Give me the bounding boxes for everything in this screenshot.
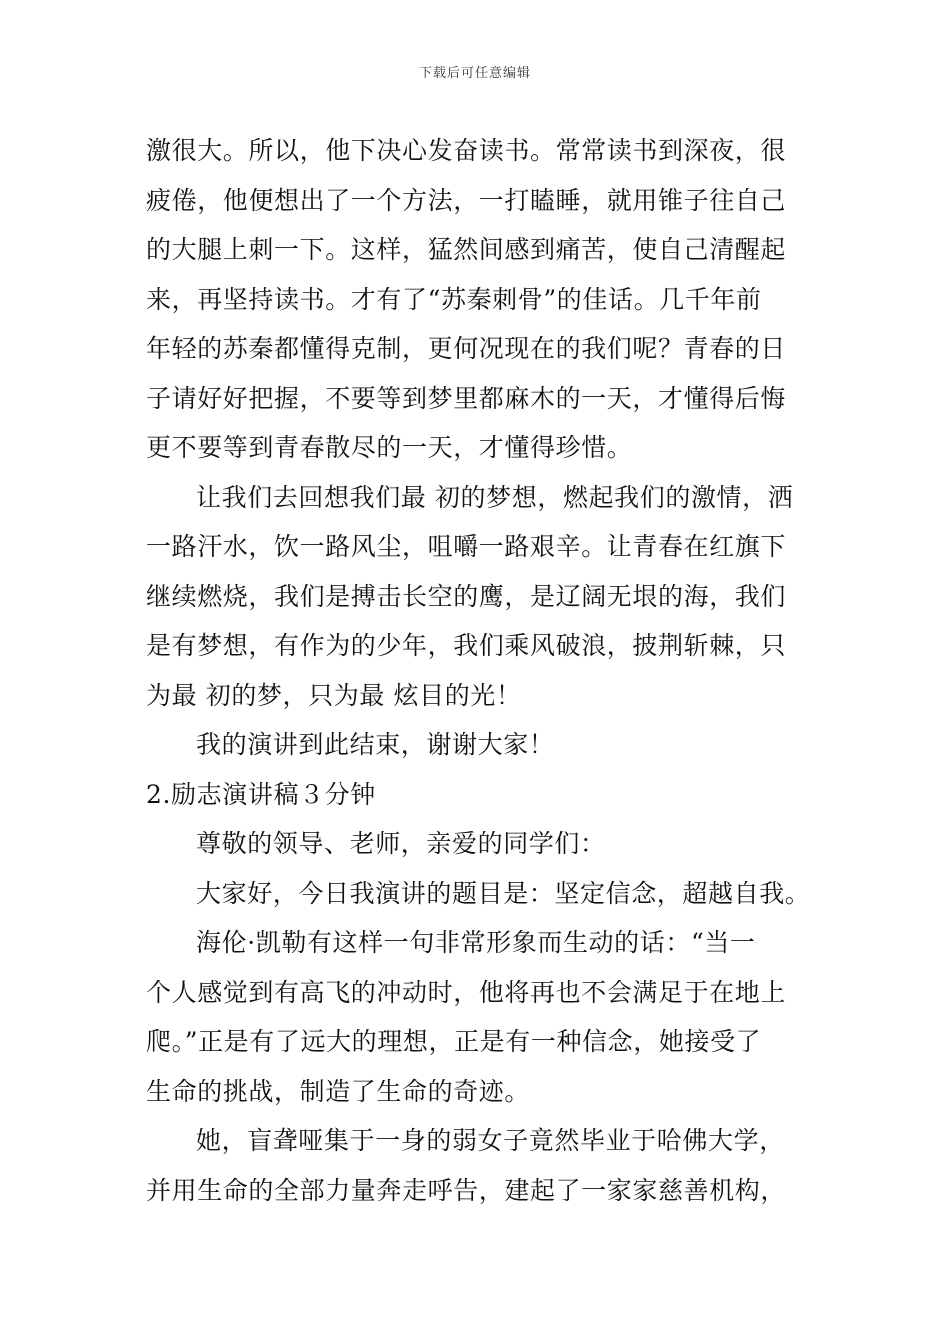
text-line: 并用生命的全部力量奔走呼告，建起了一家家慈善机构， <box>146 1175 787 1205</box>
text-line: 激很大。所以，他下决心发奋读书。常常读书到深夜，很 <box>146 136 787 165</box>
paragraph-start-line: 让我们去回想我们最 初的梦想，燃起我们的激情，洒 <box>196 482 794 512</box>
text-line: 个人感觉到有高飞的冲动时，他将再也不会满足于在地上 <box>146 977 787 1007</box>
text-line: 来，再坚持读书。才有了“苏秦刺骨”的佳话。几千年前 <box>146 284 762 314</box>
paragraph-start-line: 我的演讲到此结束，谢谢大家！ <box>196 730 555 759</box>
text-line: 的大腿上刺一下。这样，猛然间感到痛苦，使自己清醒起 <box>146 235 787 264</box>
text-line: 为最 初的梦，只为最 炫目的光！ <box>146 680 522 710</box>
paragraph-start-line: 尊敬的领导、老师，亲爱的同学们： <box>196 829 606 858</box>
document-body <box>146 126 810 1215</box>
text-line: 是有梦想，有作为的少年，我们乘风破浪，披荆斩棘，只 <box>146 631 787 660</box>
text-line: 疲倦，他便想出了一个方法，一打瞌睡，就用锥子往自己 <box>146 185 787 215</box>
text-line: 生命的挑战，制造了生命的奇迹。 <box>146 1076 531 1106</box>
paragraph-start-line: 大家好，今日我演讲的题目是：坚定信念，超越自我。 <box>196 878 810 908</box>
page-header: 下载后可任意编辑 <box>418 66 531 81</box>
text-line: 一路汗水，饮一路风尘，咀嚼一路艰辛。让青春在红旗下 <box>146 532 787 561</box>
text-line: 继续燃烧，我们是搏击长空的鹰，是辽阔无垠的海，我们 <box>146 581 787 611</box>
paragraph-start-line: 海伦·凯勒有这样一句非常形象而生动的话：“当一 <box>196 928 756 957</box>
text-line: 更不要等到青春散尽的一天，才懂得珍惜。 <box>146 433 633 462</box>
section-heading: 2.励志演讲稿３分钟 <box>146 779 376 809</box>
paragraph-start-line: 她，盲聋哑集于一身的弱女子竟然毕业于哈佛大学， <box>196 1126 785 1155</box>
text-line: 爬。”正是有了远大的理想，正是有一种信念，她接受了 <box>146 1027 762 1056</box>
text-line: 子请好好把握，不要等到梦里都麻木的一天，才懂得后悔 <box>146 383 787 413</box>
text-line: 年轻的苏秦都懂得克制，更何况现在的我们呢？青春的日 <box>146 334 787 363</box>
